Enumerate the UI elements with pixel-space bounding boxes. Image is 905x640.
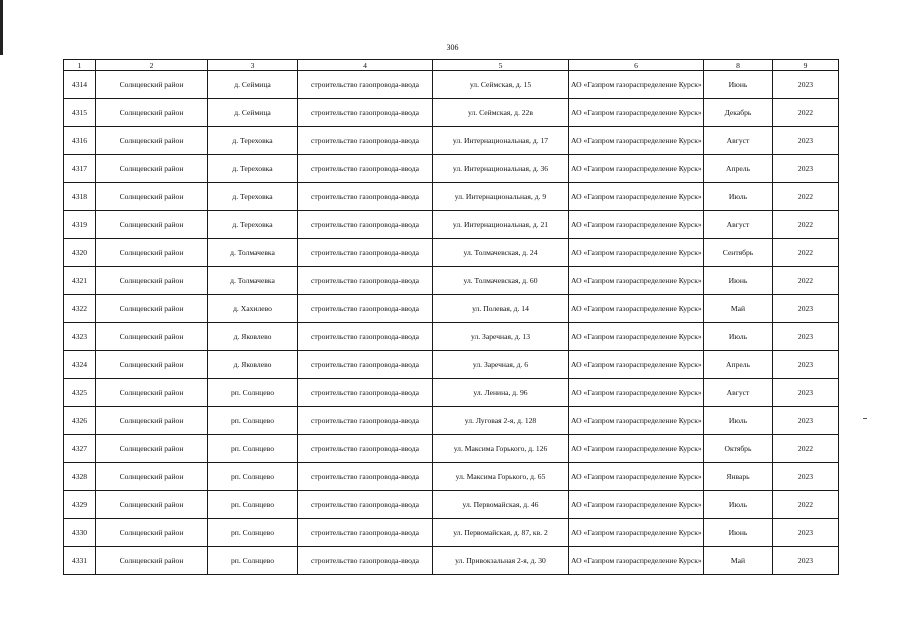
district-cell: Солнцевский район (96, 267, 208, 295)
work-type-cell: строительство газопровода-ввода (298, 547, 433, 575)
organization-cell: АО «Газпром газораспределение Курск» (569, 127, 704, 155)
address-cell: ул. Привокзальная 2-я, д. 30 (433, 547, 569, 575)
row-number: 4317 (64, 155, 96, 183)
work-type-cell: строительство газопровода-ввода (298, 295, 433, 323)
month-cell: Июнь (704, 519, 773, 547)
table-row (64, 295, 839, 323)
row-number: 4314 (64, 71, 96, 99)
table-row (64, 463, 839, 491)
organization-cell: АО «Газпром газораспределение Курск» (569, 323, 704, 351)
table-row (64, 183, 839, 211)
organization-cell: АО «Газпром газораспределение Курск» (569, 267, 704, 295)
settlement-cell: д. Тереховка (208, 155, 298, 183)
work-type-cell: строительство газопровода-ввода (298, 519, 433, 547)
work-type-cell: строительство газопровода-ввода (298, 379, 433, 407)
year-cell: 2023 (773, 519, 839, 547)
year-cell: 2023 (773, 127, 839, 155)
table-row (64, 99, 839, 127)
year-cell: 2022 (773, 491, 839, 519)
settlement-cell: рп. Солнцево (208, 463, 298, 491)
work-type-cell: строительство газопровода-ввода (298, 127, 433, 155)
settlement-cell: д. Яковлево (208, 351, 298, 379)
year-cell: 2023 (773, 379, 839, 407)
year-cell: 2023 (773, 295, 839, 323)
district-cell: Солнцевский район (96, 463, 208, 491)
table-row (64, 435, 839, 463)
year-cell: 2022 (773, 239, 839, 267)
year-cell: 2023 (773, 463, 839, 491)
work-type-cell: строительство газопровода-ввода (298, 211, 433, 239)
organization-cell: АО «Газпром газораспределение Курск» (569, 99, 704, 127)
organization-cell: АО «Газпром газораспределение Курск» (569, 491, 704, 519)
month-cell: Январь (704, 463, 773, 491)
address-cell: ул. Ленина, д. 96 (433, 379, 569, 407)
month-cell: Декабрь (704, 99, 773, 127)
month-cell: Июль (704, 323, 773, 351)
table-row (64, 239, 839, 267)
month-cell: Август (704, 379, 773, 407)
year-cell: 2023 (773, 351, 839, 379)
row-number: 4331 (64, 547, 96, 575)
work-type-cell: строительство газопровода-ввода (298, 407, 433, 435)
address-cell: ул. Заречная, д. 13 (433, 323, 569, 351)
year-cell: 2022 (773, 183, 839, 211)
work-type-cell: строительство газопровода-ввода (298, 239, 433, 267)
table-row (64, 267, 839, 295)
settlement-cell: д. Толмачевка (208, 267, 298, 295)
row-number: 4315 (64, 99, 96, 127)
settlement-cell: рп. Солнцево (208, 547, 298, 575)
year-cell: 2023 (773, 323, 839, 351)
header-cell: 1 (64, 60, 96, 71)
work-type-cell: строительство газопровода-ввода (298, 71, 433, 99)
organization-cell: АО «Газпром газораспределение Курск» (569, 211, 704, 239)
organization-cell: АО «Газпром газораспределение Курск» (569, 183, 704, 211)
header-cell: 6 (569, 60, 704, 71)
header-cell: 5 (433, 60, 569, 71)
year-cell: 2022 (773, 435, 839, 463)
month-cell: Июль (704, 407, 773, 435)
district-cell: Солнцевский район (96, 239, 208, 267)
work-type-cell: строительство газопровода-ввода (298, 99, 433, 127)
organization-cell: АО «Газпром газораспределение Курск» (569, 295, 704, 323)
district-cell: Солнцевский район (96, 99, 208, 127)
address-cell: ул. Максима Горького, д. 65 (433, 463, 569, 491)
table-row (64, 491, 839, 519)
month-cell: Сентябрь (704, 239, 773, 267)
row-number: 4327 (64, 435, 96, 463)
work-type-cell: строительство газопровода-ввода (298, 351, 433, 379)
organization-cell: АО «Газпром газораспределение Курск» (569, 547, 704, 575)
month-cell: Июнь (704, 267, 773, 295)
row-number: 4326 (64, 407, 96, 435)
header-row (64, 60, 839, 71)
table-row (64, 71, 839, 99)
work-type-cell: строительство газопровода-ввода (298, 491, 433, 519)
row-number: 4323 (64, 323, 96, 351)
row-number: 4321 (64, 267, 96, 295)
district-cell: Солнцевский район (96, 211, 208, 239)
month-cell: Июль (704, 183, 773, 211)
month-cell: Май (704, 547, 773, 575)
district-cell: Солнцевский район (96, 323, 208, 351)
page-number: 306 (446, 43, 459, 52)
header-cell: 3 (208, 60, 298, 71)
settlement-cell: д. Яковлево (208, 323, 298, 351)
settlement-cell: д. Тереховка (208, 211, 298, 239)
address-cell: ул. Толмачевская, д. 60 (433, 267, 569, 295)
settlement-cell: д. Тереховка (208, 127, 298, 155)
settlement-cell: д. Хахилево (208, 295, 298, 323)
row-number: 4316 (64, 127, 96, 155)
table-row (64, 407, 839, 435)
address-cell: ул. Первомайская, д. 46 (433, 491, 569, 519)
address-cell: ул. Сеймская, д. 22в (433, 99, 569, 127)
year-cell: 2023 (773, 71, 839, 99)
row-number: 4328 (64, 463, 96, 491)
work-type-cell: строительство газопровода-ввода (298, 183, 433, 211)
address-cell: ул. Луговая 2-я, д. 128 (433, 407, 569, 435)
row-number: 4325 (64, 379, 96, 407)
header-cell: 4 (298, 60, 433, 71)
month-cell: Октябрь (704, 435, 773, 463)
year-cell: 2023 (773, 155, 839, 183)
address-cell: ул. Интернациональная, д. 9 (433, 183, 569, 211)
table-row (64, 379, 839, 407)
organization-cell: АО «Газпром газораспределение Курск» (569, 351, 704, 379)
work-type-cell: строительство газопровода-ввода (298, 267, 433, 295)
district-cell: Солнцевский район (96, 127, 208, 155)
organization-cell: АО «Газпром газораспределение Курск» (569, 435, 704, 463)
year-cell: 2023 (773, 407, 839, 435)
month-cell: Август (704, 211, 773, 239)
address-cell: ул. Толмачевская, д. 24 (433, 239, 569, 267)
table-row (64, 155, 839, 183)
district-cell: Солнцевский район (96, 407, 208, 435)
work-type-cell: строительство газопровода-ввода (298, 155, 433, 183)
table-row (64, 547, 839, 575)
settlement-cell: рп. Солнцево (208, 519, 298, 547)
district-cell: Солнцевский район (96, 71, 208, 99)
year-cell: 2022 (773, 211, 839, 239)
organization-cell: АО «Газпром газораспределение Курск» (569, 407, 704, 435)
organization-cell: АО «Газпром газораспределение Курск» (569, 379, 704, 407)
settlement-cell: д. Толмачевка (208, 239, 298, 267)
year-cell: 2022 (773, 267, 839, 295)
work-type-cell: строительство газопровода-ввода (298, 463, 433, 491)
month-cell: Июль (704, 491, 773, 519)
row-number: 4320 (64, 239, 96, 267)
district-cell: Солнцевский район (96, 155, 208, 183)
district-cell: Солнцевский район (96, 351, 208, 379)
district-cell: Солнцевский район (96, 491, 208, 519)
organization-cell: АО «Газпром газораспределение Курск» (569, 239, 704, 267)
organization-cell: АО «Газпром газораспределение Курск» (569, 519, 704, 547)
address-cell: ул. Сеймская, д. 15 (433, 71, 569, 99)
row-number: 4324 (64, 351, 96, 379)
district-cell: Солнцевский район (96, 379, 208, 407)
table-row (64, 211, 839, 239)
month-cell: Апрель (704, 155, 773, 183)
year-cell: 2022 (773, 99, 839, 127)
settlement-cell: рп. Солнцево (208, 435, 298, 463)
district-cell: Солнцевский район (96, 435, 208, 463)
address-cell: ул. Заречная, д. 6 (433, 351, 569, 379)
settlement-cell: д. Сеймица (208, 99, 298, 127)
month-cell: Май (704, 295, 773, 323)
month-cell: Август (704, 127, 773, 155)
month-cell: Июнь (704, 71, 773, 99)
row-number: 4318 (64, 183, 96, 211)
registry-table (63, 59, 839, 575)
settlement-cell: рп. Солнцево (208, 379, 298, 407)
address-cell: ул. Максима Горького, д. 126 (433, 435, 569, 463)
address-cell: ул. Интернациональная, д. 17 (433, 127, 569, 155)
settlement-cell: рп. Солнцево (208, 407, 298, 435)
settlement-cell: д. Тереховка (208, 183, 298, 211)
table-row (64, 519, 839, 547)
table-row (64, 323, 839, 351)
row-number: 4329 (64, 491, 96, 519)
header-cell: 8 (704, 60, 773, 71)
header-cell: 9 (773, 60, 839, 71)
work-type-cell: строительство газопровода-ввода (298, 435, 433, 463)
header-cell: 2 (96, 60, 208, 71)
settlement-cell: рп. Солнцево (208, 491, 298, 519)
month-cell: Апрель (704, 351, 773, 379)
organization-cell: АО «Газпром газораспределение Курск» (569, 463, 704, 491)
address-cell: ул. Интернациональная, д. 21 (433, 211, 569, 239)
table-row (64, 351, 839, 379)
address-cell: ул. Интернациональная, д. 36 (433, 155, 569, 183)
row-number: 4330 (64, 519, 96, 547)
organization-cell: АО «Газпром газораспределение Курск» (569, 155, 704, 183)
margin-mark (863, 418, 867, 419)
address-cell: ул. Полевая, д. 14 (433, 295, 569, 323)
settlement-cell: д. Сеймица (208, 71, 298, 99)
row-number: 4319 (64, 211, 96, 239)
district-cell: Солнцевский район (96, 183, 208, 211)
organization-cell: АО «Газпром газораспределение Курск» (569, 71, 704, 99)
table-row (64, 127, 839, 155)
district-cell: Солнцевский район (96, 519, 208, 547)
year-cell: 2023 (773, 547, 839, 575)
address-cell: ул. Первомайская, д. 87, кв. 2 (433, 519, 569, 547)
district-cell: Солнцевский район (96, 547, 208, 575)
work-type-cell: строительство газопровода-ввода (298, 323, 433, 351)
district-cell: Солнцевский район (96, 295, 208, 323)
row-number: 4322 (64, 295, 96, 323)
